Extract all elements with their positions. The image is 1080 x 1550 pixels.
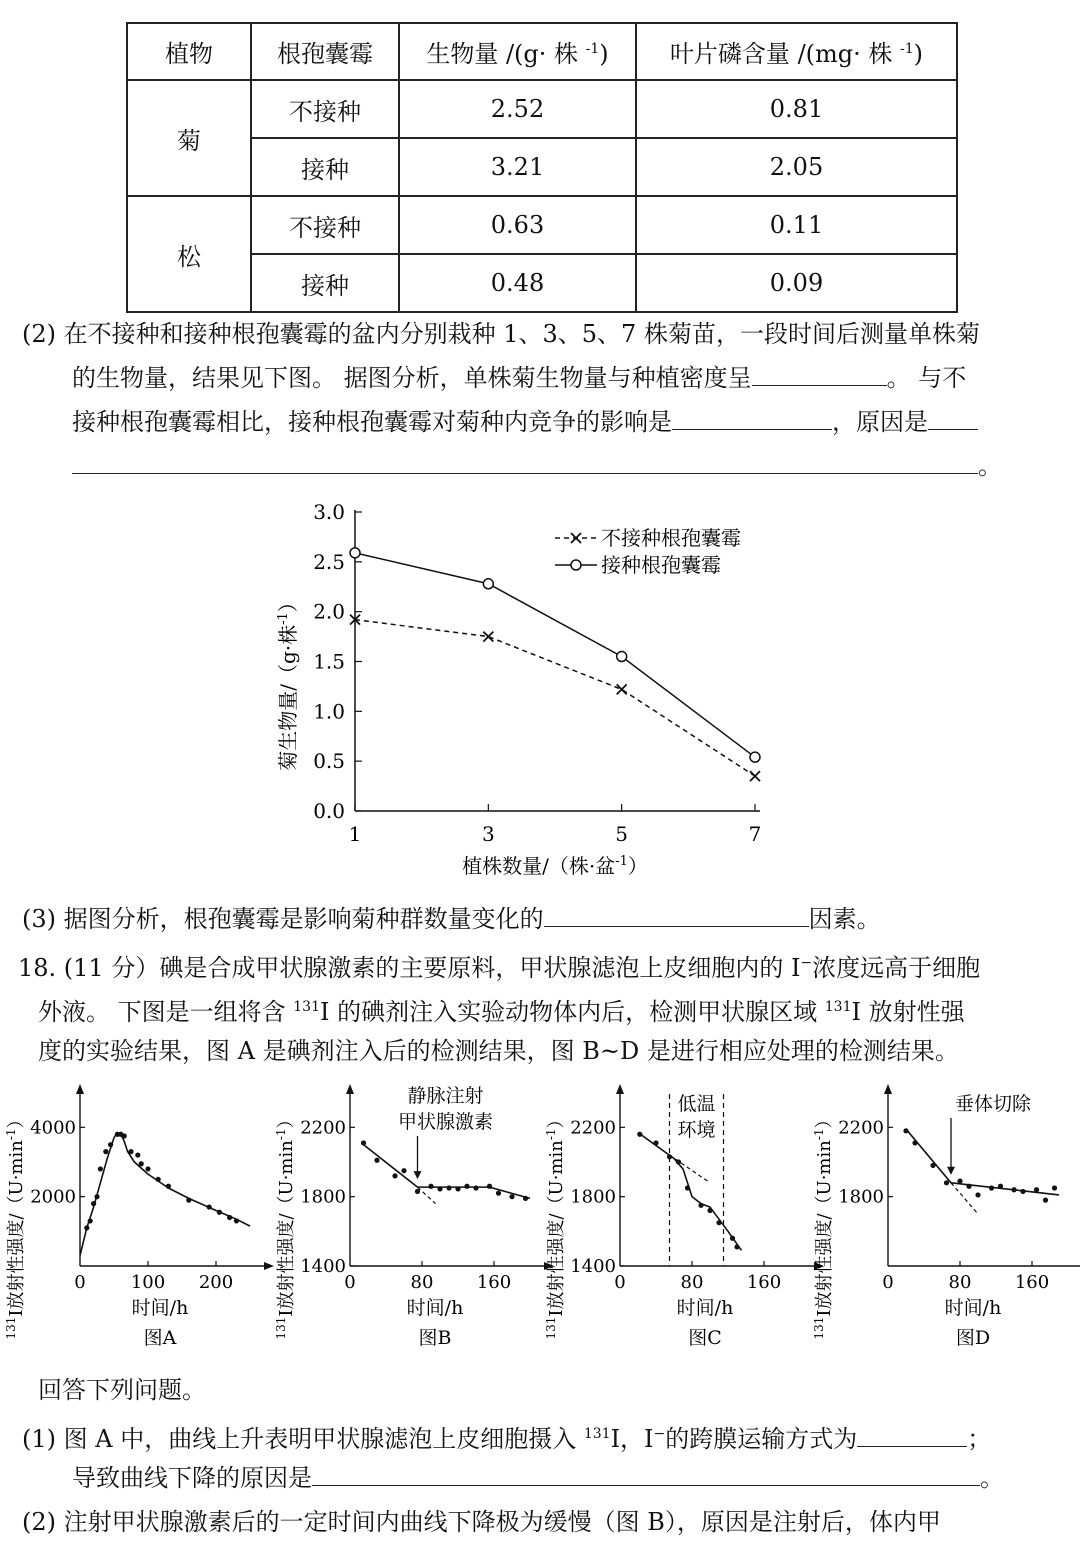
x-tick-label: 0: [344, 1272, 356, 1293]
data-point: [91, 1201, 96, 1206]
x-axis-label: 时间/h: [131, 1297, 189, 1319]
y-axis-arrow: [76, 1084, 84, 1094]
x-tick-label: 80: [680, 1272, 704, 1293]
y-tick-label: 2200: [570, 1117, 616, 1139]
data-point: [998, 1184, 1003, 1189]
data-point-circle: [483, 579, 493, 589]
data-point: [446, 1185, 451, 1190]
y-tick-label: 4000: [30, 1117, 76, 1139]
y-tick-label: 1400: [300, 1256, 346, 1277]
data-point: [930, 1163, 935, 1168]
x-tick-label: 5: [615, 822, 629, 846]
data-point: [509, 1194, 514, 1199]
data-point: [207, 1204, 212, 1209]
x-axis-label: 时间/h: [944, 1297, 1002, 1319]
answer-blank[interactable]: [72, 445, 978, 474]
treatment-cell: 不接种: [251, 196, 399, 254]
data-point: [523, 1196, 528, 1201]
treatment-cell: 接种: [251, 254, 399, 312]
data-point: [912, 1140, 917, 1145]
data-point: [428, 1184, 433, 1189]
data-point: [989, 1185, 994, 1190]
data-table: [126, 22, 958, 313]
annotation-text: 环境: [677, 1119, 716, 1141]
q3-line: (3) 据图分析，根孢囊霉是影响菊种群数量变化的 因素。: [22, 897, 881, 941]
data-point: [966, 1184, 971, 1189]
data-point: [667, 1154, 672, 1159]
y-axis-label: $^{131}$I放射性强度$/(U\cdot\min^{-1})$: [812, 1110, 835, 1340]
data-point: [128, 1149, 133, 1154]
q18-line2: 外液。 下图是一组将含 $^{131}$I 的碘剂注入实验动物体内后，检测甲状腺区域 $^{131}$I 放射性强: [38, 998, 965, 1026]
x-axis-label: 时间/h: [406, 1297, 464, 1319]
answer-blank[interactable]: [672, 401, 832, 430]
y-tick-label: 2.5: [313, 549, 345, 574]
data-point: [734, 1244, 739, 1249]
answer-q1-line2: 导致曲线下降的原因是 。: [72, 1456, 1004, 1500]
x-tick-label: 0: [882, 1272, 894, 1293]
data-point: [94, 1194, 99, 1199]
data-point: [496, 1191, 501, 1196]
fit-curve: [906, 1129, 1059, 1195]
y-axis-label: 菊生物量/（g·株$^{-1}$）: [276, 592, 300, 771]
data-point: [227, 1215, 232, 1220]
table-row: [127, 196, 957, 254]
y-axis-arrow: [346, 1084, 354, 1094]
data-point: [487, 1184, 492, 1189]
extrapolation-line: [418, 1187, 436, 1203]
extrapolation-line: [951, 1183, 978, 1214]
data-point: [374, 1158, 379, 1163]
data-point: [361, 1140, 366, 1145]
fit-curve: [364, 1145, 531, 1199]
radioactivity-charts: [0, 1080, 1080, 1350]
chart-label: 图C: [688, 1327, 722, 1349]
data-point: [1052, 1185, 1057, 1190]
phosphorus-cell: 0.11: [636, 196, 957, 254]
annotation-text: 垂体切除: [954, 1093, 1032, 1115]
answer-blank[interactable]: [928, 401, 978, 430]
data-point: [166, 1184, 171, 1189]
y-axis-label: $^{131}$I放射性强度$/(U\cdot\min^{-1})$: [544, 1110, 567, 1340]
y-tick-label: 0.0: [313, 799, 345, 823]
data-point: [437, 1186, 442, 1191]
y-tick-label: 2200: [300, 1117, 346, 1139]
answer-q1-line1: (1) 图 A 中，曲线上升表明甲状腺滤泡上皮细胞摄入 $^{131}$I，I−的跨膜运输方式为 ；: [22, 1412, 991, 1461]
legend-label: 不接种根孢囊霉: [601, 526, 741, 550]
biomass-line-chart: [270, 495, 810, 890]
table-row: [127, 254, 957, 312]
phosphorus-cell: 2.05: [636, 138, 957, 196]
x-tick-label: 7: [748, 822, 762, 846]
x-tick-label: 160: [746, 1272, 782, 1293]
data-point: [637, 1132, 642, 1137]
x-axis-label: 时间/h: [676, 1297, 734, 1319]
chart-label: 图B: [418, 1327, 452, 1349]
data-point-circle: [350, 548, 360, 558]
phosphorus-cell: 0.81: [636, 80, 957, 138]
y-tick-label: 2.0: [313, 599, 345, 624]
data-point: [88, 1218, 93, 1223]
plant-cell: 松: [127, 196, 251, 312]
x-tick-label: 1: [348, 822, 362, 846]
y-tick-label: 1800: [570, 1186, 616, 1208]
fit-curve: [638, 1133, 742, 1251]
answer-blank[interactable]: [312, 1457, 980, 1486]
x-tick-label: 0: [614, 1272, 626, 1293]
series-line-1: [355, 553, 755, 757]
biomass-cell: 3.21: [399, 138, 636, 196]
annotation-text: 低温: [677, 1093, 716, 1115]
legend-marker: [571, 560, 581, 570]
answer-q2-line1: (2) 注射甲状腺激素后的一定时间内曲线下降极为缓慢（图 B），原因是注射后，体内甲: [22, 1508, 941, 1536]
data-point: [186, 1198, 191, 1203]
data-point: [1034, 1187, 1039, 1192]
data-point-x: [750, 771, 760, 781]
data-point: [139, 1161, 144, 1166]
annotation-text: 静脉注射: [407, 1085, 484, 1107]
data-point: [103, 1149, 108, 1154]
data-point: [84, 1225, 89, 1230]
data-point: [473, 1185, 478, 1190]
data-point: [401, 1168, 406, 1173]
y-tick-label: 0.5: [313, 749, 345, 774]
q18-line3: 度的实验结果，图 A 是碘剂注入后的检测结果，图 B~D 是进行相应处理的检测结果。: [38, 1037, 959, 1065]
chart-label: 图D: [955, 1327, 991, 1349]
chart-label: 图A: [143, 1327, 177, 1349]
y-tick-label: 1400: [570, 1256, 616, 1277]
x-tick-label: 160: [476, 1272, 512, 1293]
header-phosphorus: 叶片磷含量 /(mg· 株 $^{-1}$): [636, 23, 957, 80]
data-point-circle: [617, 652, 627, 662]
y-tick-label: 2000: [30, 1186, 76, 1208]
data-point: [707, 1208, 712, 1213]
y-axis-label: $^{131}$I放射性强度$/(U\cdot\min^{-1})$: [274, 1110, 297, 1340]
data-point-x: [617, 684, 627, 694]
header-plant: 植物: [127, 23, 251, 80]
data-point: [98, 1166, 103, 1171]
y-axis-arrow: [884, 1084, 892, 1094]
x-tick-label: 3: [481, 822, 495, 846]
series-line-0: [355, 620, 755, 776]
data-point: [685, 1185, 690, 1190]
annotation-arrowhead: [947, 1167, 955, 1175]
y-tick-label: 2200: [838, 1117, 884, 1139]
y-tick-label: 3.0: [313, 500, 345, 524]
y-tick-label: 1800: [838, 1186, 884, 1208]
data-point: [455, 1186, 460, 1191]
y-axis-label: $^{131}$I放射性强度$/(U\cdot\min^{-1})$: [4, 1110, 27, 1340]
data-point: [676, 1159, 681, 1164]
plant-cell: 菊: [127, 80, 251, 196]
data-point: [653, 1140, 658, 1145]
biomass-cell: 0.48: [399, 254, 636, 312]
legend-label: 接种根孢囊霉: [601, 553, 721, 577]
x-tick-label: 80: [948, 1272, 972, 1293]
q18-line1: 18. (11 分）碘是合成甲状腺激素的主要原料，甲状腺滤泡上皮细胞内的 I−浓度远高于细胞: [18, 954, 981, 982]
y-tick-label: 1.0: [313, 699, 345, 724]
extrapolation-line: [670, 1155, 711, 1183]
data-point: [1011, 1187, 1016, 1192]
x-axis-label: 植株数量/（株·盆$^{-1}$）: [462, 854, 648, 878]
treatment-cell: 接种: [251, 138, 399, 196]
data-point-circle: [750, 752, 760, 762]
answer-blank[interactable]: [544, 898, 809, 927]
phosphorus-cell: 0.09: [636, 254, 957, 312]
q2-line4: 。: [72, 444, 1002, 488]
data-point: [730, 1236, 735, 1241]
table-row: [127, 80, 957, 138]
q2-line1: (2) 在不接种和接种根孢囊霉的盆内分别栽种 1、3、5、7 株菊苗，一段时间后测量单株菊: [22, 320, 980, 348]
data-point: [1043, 1198, 1048, 1203]
data-point: [392, 1173, 397, 1178]
data-point: [1020, 1189, 1025, 1194]
data-point: [145, 1166, 150, 1171]
y-tick-label: 1800: [300, 1186, 346, 1208]
q2-line3: 接种根孢囊霉相比，接种根孢囊霉对菊种内竞争的影响是 ，原因是: [72, 400, 978, 444]
legend-marker: [571, 533, 581, 543]
x-tick-label: 100: [130, 1272, 166, 1293]
data-point: [156, 1177, 161, 1182]
table-row: [127, 138, 957, 196]
treatment-cell: 不接种: [251, 80, 399, 138]
y-axis-arrow: [616, 1084, 624, 1094]
x-tick-label: 80: [410, 1272, 434, 1293]
data-point: [903, 1128, 908, 1133]
data-point: [957, 1178, 962, 1183]
x-axis-arrow: [264, 1262, 274, 1270]
header-biomass: 生物量 /(g· 株 $^{-1}$): [399, 23, 636, 80]
data-point: [944, 1180, 949, 1185]
answer-intro: 回答下列问题。: [38, 1376, 206, 1404]
data-point: [122, 1133, 127, 1138]
annotation-text: 甲状腺激素: [397, 1111, 494, 1133]
x-tick-label: 160: [1014, 1272, 1050, 1293]
biomass-cell: 2.52: [399, 80, 636, 138]
data-point: [135, 1152, 140, 1157]
answer-blank[interactable]: [752, 357, 887, 386]
data-point: [464, 1184, 469, 1189]
data-point: [975, 1192, 980, 1197]
x-tick-label: 0: [74, 1272, 86, 1293]
data-point: [698, 1203, 703, 1208]
x-tick-label: 200: [198, 1272, 234, 1293]
data-point: [108, 1142, 113, 1147]
data-point: [415, 1189, 420, 1194]
answer-blank[interactable]: [857, 1418, 967, 1447]
data-point: [716, 1220, 721, 1225]
data-point: [234, 1218, 239, 1223]
biomass-cell: 0.63: [399, 196, 636, 254]
annotation-arrowhead: [414, 1171, 422, 1179]
y-tick-label: 1.5: [313, 649, 345, 674]
header-fungus: 根孢囊霉: [251, 23, 399, 80]
q2-line2: 的生物量，结果见下图。 据图分析，单株菊生物量与种植密度呈 。 与不: [72, 356, 966, 400]
data-point: [217, 1210, 222, 1215]
